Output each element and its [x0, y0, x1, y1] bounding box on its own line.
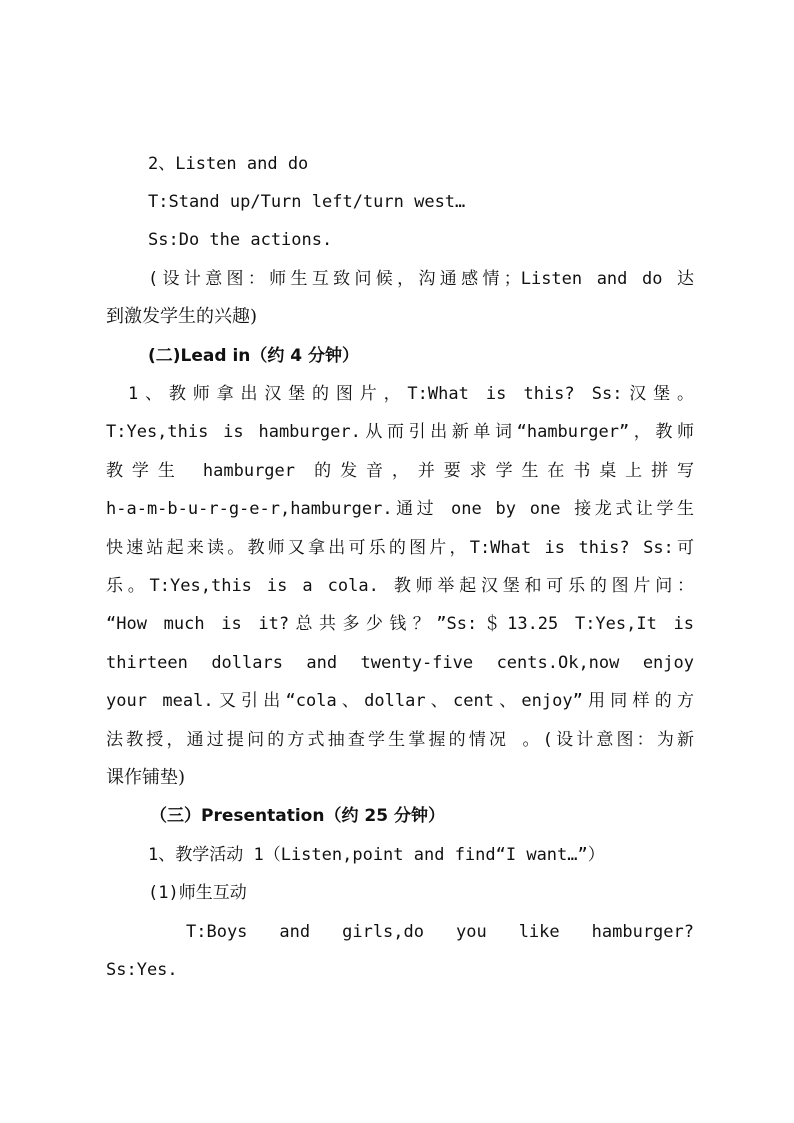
- text-line: 教学生 hamburger 的发音，并要求学生在书桌上拼写: [106, 461, 694, 481]
- text-line: Ss:Do the actions.: [148, 230, 333, 250]
- text-line: 2、Listen and do: [148, 154, 309, 174]
- text-line: 快速站起来读。教师又拿出可乐的图片，T:What is this? Ss:可: [106, 538, 694, 558]
- text-line: T:Yes,this is hamburger.从而引出新单词“hamburger”，教师: [106, 422, 694, 442]
- text-line: 课作铺垫): [106, 767, 186, 788]
- text-line: 乐。T:Yes,this is a cola. 教师举起汉堡和可乐的图片问：: [106, 576, 694, 596]
- text-line: 法教授，通过提问的方式抽查学生掌握的情况 。(设计意图：为新: [106, 730, 694, 750]
- text-line: thirteen dollars and twenty-five cents.Ok,now enjoy: [106, 653, 694, 673]
- text-line: T:Stand up/Turn left/turn west…: [148, 192, 466, 212]
- section-heading: (二)Lead in（约 4 分钟）: [148, 346, 360, 366]
- section-heading: （三）Presentation（约 25 分钟）: [150, 806, 445, 826]
- text-line: (1)师生互动: [148, 883, 247, 903]
- text-line: “How much is it?总共多少钱？”Ss:＄13.25 T:Yes,It is: [106, 614, 694, 634]
- text-line: h-a-m-b-u-r-g-e-r,hamburger.通过 one by one 接龙式让学生: [106, 499, 694, 519]
- text-line: T:Boys and girls,do you like hamburger?: [186, 922, 694, 942]
- text-line: Ss:Yes.: [106, 960, 178, 980]
- text-line: 到激发学生的兴趣): [106, 306, 258, 327]
- text-line: your meal.又引出“cola、dollar、cent、enjoy”用同样的方: [106, 691, 694, 711]
- text-line: 1、教师拿出汉堡的图片，T:What is this? Ss:汉堡。: [128, 384, 694, 404]
- text-line: (设计意图：师生互致问候，沟通感情；Listen and do 达: [148, 269, 694, 289]
- text-line: 1、教学活动 1（Listen,point and find“I want…”）: [148, 845, 605, 865]
